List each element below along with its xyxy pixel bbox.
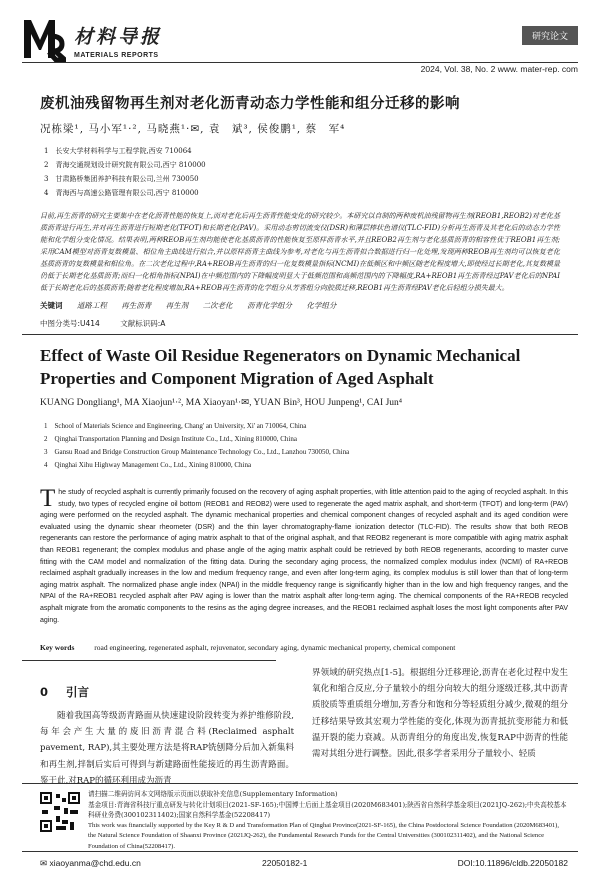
journal-header <box>22 14 578 74</box>
affiliation-cn: 4 青海西与高速公路管理有限公司,西宁 810000 <box>44 189 199 197</box>
page-number: 22050182-1 <box>262 858 308 868</box>
journal-logo-icon <box>22 16 66 62</box>
section-heading-intro <box>40 684 89 700</box>
section-title: 引言 <box>66 685 90 699</box>
footer-email[interactable] <box>40 858 141 869</box>
authors-en: KUANG Dongliang¹, MA Xiaojun¹·², MA Xiaoyan¹·✉, YUAN Bin³, HOU Junpeng¹, CAI Jun⁴ <box>40 398 403 408</box>
corresponding-email: xiaoyanma@chd.edu.cn <box>49 858 141 868</box>
affiliations-cn <box>44 144 206 200</box>
journal-name-cn: 材料导报 <box>74 26 163 48</box>
funding-block <box>88 789 568 852</box>
body-column-left: 随着我国高等级沥青路面从快速建设阶段转变为养护维修阶段,每年会产生大量的废旧沥青混合料(Reclaimed asphalt pavement, RAP),其主要处理方法是将RAP铣刨降分后加入新集料和再生剂,拌制后实后可得到与新建路面性能接近的再生沥青路面。鉴于此,对RAP的循环利用成为沥青 <box>40 711 294 786</box>
affiliation-en: 1 School of Materials Science and Engineering, Chang' an University, Xi' an 710064, China <box>44 422 307 430</box>
section-tag: 研究论文 <box>522 26 578 45</box>
abstract-cn: 目前,再生沥青的研究主要集中在老化沥青性能的恢复上,而对老化后再生沥青性能变化的研究较少。本研究以自制的两种废机油残留物再生剂(REOB1,REOB2)对老化基质沥青进行再生,并对再生沥青进行短期老化(TFOT)和长期老化(PAV)。采用动态剪切流变仪(DSR)和薄层棒状色谱仪(TLC-FID)分析再生沥青及其老化后的动态力学性能和化学组分变化情况。结果表明,两种REOB再生剂均能使老化基质沥青的性能恢复至原样沥青水平,并且REOB2再生剂与老化基质沥青的相容性优于REOB1再生剂;采用CAM模型对沥青复数模量、相位角主曲线进行拟合,并以原样沥青主曲线为参考,对老化与再生沥青拟合数据进行归一化处理,发现两种REOB再生剂均可以恢复老化基质沥青的复数模量和相位角。在二次老化过程中,RA+REOB再生沥青的归一化复数模量指标(NCMI)在低频区和中频区随老化程度增大,即使经过长期老化,其复数模量仍低于长期老化基质沥青;而归一化相角指标(NPAI)在中频范围内的下降幅度明显大于低频范围和高频范围内的下降幅度,RA+REOB1再生沥青经过PAV老化后的NPAI低于长期老化后的基质沥青;随着老化程度增加,RA+REOB再生沥青的化学组分从芳香组分向胶质迁移,REOB1再生沥青经PAV老化后轻组分损失最大。 <box>40 212 560 292</box>
issue-info: 2024, Vol. 38, No. 2 www. mater-rep. com <box>420 64 578 74</box>
keyword-cn: 再生沥青 <box>121 301 152 310</box>
title-cn: 废机油残留物再生剂对老化沥青动态力学性能和组分迁移的影响 <box>40 96 460 112</box>
keywords-en-text: road engineering, regenerated asphalt, rejuvenator, secondary aging, dynamic mechanical property, chemical component <box>94 643 456 652</box>
keywords-cn <box>40 300 348 311</box>
doi[interactable]: DOI:10.11896/cldb.22050182 <box>457 858 568 868</box>
body-column-right: 界领域的研究热点[1-5]。根据组分迁移理论,沥青在老化过程中发生氧化和缩合反应,分子量较小的组分向较大的组分逐级迁移,其中沥青质胶质等重质组分增加,芳香分和饱和分等轻质组分减少,微观的组分迁移结果导致其宏观力学性能的变化,体现为沥青抵抗变形能力和低温开裂的能力衰减。从沥青组分的角度出发,恢复RAP中沥青的性能需对其组分进行调整。因此,很多学者采用分子量较小、轻质 <box>312 668 568 760</box>
journal-name-en: MATERIALS REPORTS <box>74 52 159 59</box>
email-icon: ✉ <box>40 858 50 868</box>
keyword-cn: 沥青化学组分 <box>246 301 292 310</box>
abstract-dropcap: T <box>40 485 56 512</box>
keyword-cn: 道路工程 <box>76 301 107 310</box>
authors-cn: 况栋梁¹, 马小军¹·², 马晓燕¹·✉, 袁 斌³, 侯俊鹏¹, 蔡 军⁴ <box>40 123 346 135</box>
abstract-en <box>40 487 568 626</box>
clc-number: 中图分类号:U414 <box>40 319 100 328</box>
affiliation-cn: 3 甘肃路桥集团养护科技有限公司,兰州 730050 <box>44 175 199 183</box>
classification-cn <box>40 318 183 329</box>
section-number: 0 <box>40 685 49 699</box>
abstract-en-text: he study of recycled asphalt is currently primarily focused on the recovery of aging asphalt properties, with little attention paid to the aging of recycled asphalt. In this study, two types of recycled engine oil bottom (REOB1 and REOB2) were used to regenerate the aged matrix asphalt, and short-term (TFOT) and long-term (PAV) aging were performed on the recycled asphalt. The dynamic mechanical properties and chemical component changes of recycled asphalt and its aged condition were evaluated using the dynamic shear rheometer (DSR) and the thin layer chromatography-flame ionization detector (TLC-FID). The results show that both REOB regenerants can restore the performance of aging matrix asphalt to that of the original asphalt, and that REOB2 regenerant is more compatible with aging matrix asphalt than REOB1 regenerant; the complex modulus and phase angle of the aging matrix asphalt could be retrieved by both REOB regenerants, according to master curve fitting with the CAM model and normalization of the fitting data. During the secondary aging process, the normalized complex modulus index (NCMI) of RA+REOB reclaimed asphalt gradually increases in the low and medium frequency range, and even after long-term aging, its complex modulus is still lower than that of long-term aging matrix asphalt. The normalized phase angle index (NPAI) in the middle frequency range is significantly higher than in the low and high frequency ranges, and the NPAI of the RA+REOB1 recycled asphalt after PAV aging is lower than the matrix asphalt after long-term aging. The chemical components of the RA+REOB recycled asphalt migrate from the aromatic components to the resins as the aging degree increases, and the REOB1 reclaimed asphalt loses the most light components after PAV aging. <box>40 489 568 624</box>
affiliation-cn: 2 青海交通规划设计研究院有限公司,西宁 810000 <box>44 161 206 169</box>
header-divider <box>22 62 578 63</box>
qr-note: 请扫描二维码访问本文网络版示页面以获取补充信息(Supplementary Information) <box>88 790 338 798</box>
keyword-cn: 再生剂 <box>165 301 189 310</box>
keywords-en <box>40 643 455 652</box>
affiliation-en: 4 Qinghai Xihu Highway Management Co., Ltd., Xining 810000, China <box>44 461 252 469</box>
footnote-divider <box>22 783 578 784</box>
affiliation-en: 2 Qinghai Transportation Planning and Design Institute Co., Ltd., Xining 810000, China <box>44 435 297 443</box>
title-en: Effect of Waste Oil Residue Regenerators on Dynamic Mechanical Properties and Component Migration of Aged Asphalt <box>40 346 521 388</box>
document-code: 文献标识码:A <box>120 319 166 328</box>
keyword-cn: 二次老化 <box>202 301 233 310</box>
affiliations-en <box>44 420 349 472</box>
funding-cn: 基金项目:青海省科技厅重点研发与转化计划项目(2021-SF-165);中国博士后面上基金项目(2020M683401);陕西省自然科学基金项目(2021JQ-262);中央高校基本科研业务费(300102311402);国家自然科学基金(52208417) <box>88 800 567 819</box>
footer-divider <box>22 851 578 852</box>
affiliation-en: 3 Gansu Road and Bridge Construction Group Maintenance Technology Co., Ltd., Lanzhou 730050, China <box>44 448 350 456</box>
keywords-en-label: Key words <box>40 643 75 652</box>
keyword-cn: 化学组分 <box>306 301 337 310</box>
section-divider <box>22 334 578 335</box>
funding-en: This work was financially supported by the Key R & D and Transformation Plan of Qinghai Province(2021-SF-165), the China Postdoctoral Science Foundation (2020M683401), the Natural Science Foundation of Shaanxi Province (2021JQ-262), the Fundamental Research Funds for the Central Universities (300102311402), and the National Science Foundation of China(52208417). <box>88 821 560 850</box>
qr-code-icon[interactable] <box>40 792 80 832</box>
affiliation-cn: 1 长安大学材料科学与工程学院,西安 710064 <box>44 147 192 155</box>
section-divider-short <box>22 660 276 661</box>
keywords-cn-label: 关键词 <box>40 301 63 310</box>
